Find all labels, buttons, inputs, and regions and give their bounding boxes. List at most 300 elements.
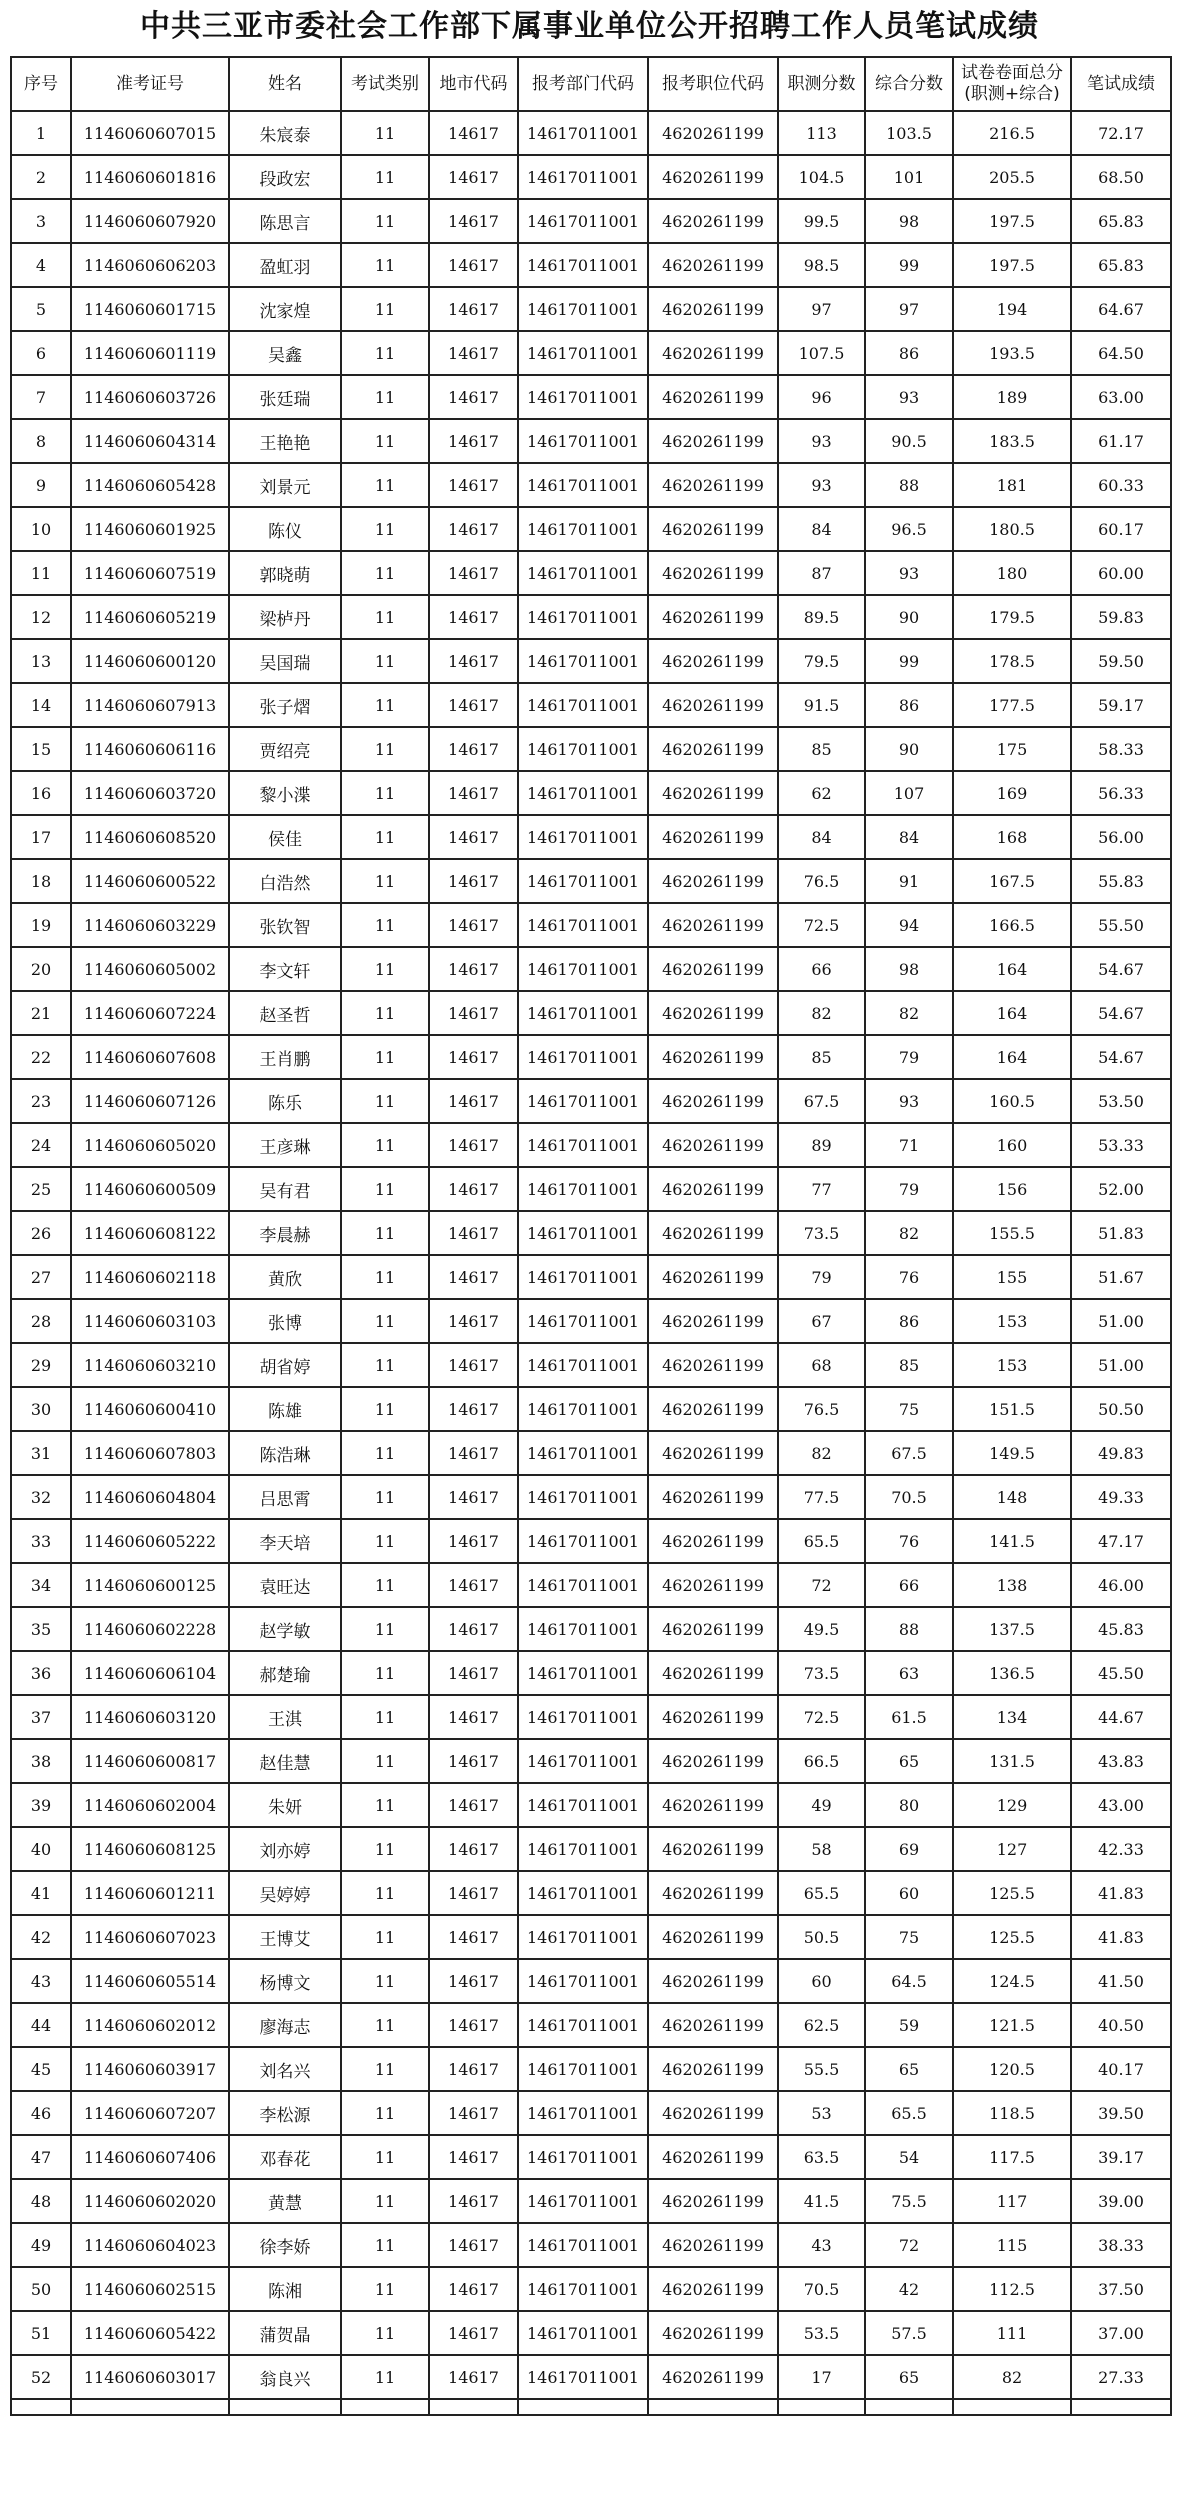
cell-name: 李文轩 bbox=[229, 947, 341, 991]
cell-name: 胡省婷 bbox=[229, 1343, 341, 1387]
cell-aptitude-score: 63.5 bbox=[778, 2135, 865, 2179]
cell-empty bbox=[518, 2399, 648, 2415]
cell-position-code: 4620261199 bbox=[648, 1475, 778, 1519]
cell-written-score: 68.50 bbox=[1071, 155, 1171, 199]
cell-position-code: 4620261199 bbox=[648, 1431, 778, 1475]
cell-name: 张廷瑞 bbox=[229, 375, 341, 419]
cell-aptitude-score: 65.5 bbox=[778, 1871, 865, 1915]
cell-city-code: 14617 bbox=[429, 2311, 518, 2355]
cell-name: 张子熠 bbox=[229, 683, 341, 727]
cell-city-code: 14617 bbox=[429, 155, 518, 199]
cell-exam-id: 1146060600522 bbox=[71, 859, 229, 903]
cell-city-code: 14617 bbox=[429, 507, 518, 551]
cell-aptitude-score: 72 bbox=[778, 1563, 865, 1607]
cell-empty bbox=[778, 2399, 865, 2415]
cell-dept-code: 14617011001 bbox=[518, 243, 648, 287]
cell-name: 赵学敏 bbox=[229, 1607, 341, 1651]
cell-general-score: 88 bbox=[865, 463, 953, 507]
cell-exam-type: 11 bbox=[341, 1299, 429, 1343]
cell-aptitude-score: 107.5 bbox=[778, 331, 865, 375]
cell-position-code: 4620261199 bbox=[648, 1739, 778, 1783]
cell-written-score: 60.33 bbox=[1071, 463, 1171, 507]
cell-seq: 27 bbox=[11, 1255, 71, 1299]
cell-exam-type: 11 bbox=[341, 903, 429, 947]
cell-written-score: 53.50 bbox=[1071, 1079, 1171, 1123]
cell-position-code: 4620261199 bbox=[648, 287, 778, 331]
cell-position-code: 4620261199 bbox=[648, 2003, 778, 2047]
cell-exam-id: 1146060604023 bbox=[71, 2223, 229, 2267]
cell-general-score: 103.5 bbox=[865, 111, 953, 155]
cell-city-code: 14617 bbox=[429, 639, 518, 683]
cell-exam-type: 11 bbox=[341, 1783, 429, 1827]
cell-aptitude-score: 43 bbox=[778, 2223, 865, 2267]
header-row bbox=[11, 57, 1171, 111]
cell-total-score: 197.5 bbox=[953, 243, 1071, 287]
cell-written-score: 40.17 bbox=[1071, 2047, 1171, 2091]
cell-exam-type: 11 bbox=[341, 2179, 429, 2223]
cell-exam-id: 1146060603210 bbox=[71, 1343, 229, 1387]
header-seq: 序号 bbox=[11, 57, 71, 111]
cell-empty bbox=[648, 2399, 778, 2415]
cell-name: 梁栌丹 bbox=[229, 595, 341, 639]
cell-total-score: 216.5 bbox=[953, 111, 1071, 155]
cell-seq: 52 bbox=[11, 2355, 71, 2399]
cell-position-code: 4620261199 bbox=[648, 2223, 778, 2267]
header-total-score-line1: 试卷卷面总分 bbox=[961, 63, 1063, 83]
cell-total-score: 180.5 bbox=[953, 507, 1071, 551]
cell-dept-code: 14617011001 bbox=[518, 2091, 648, 2135]
cell-city-code: 14617 bbox=[429, 1079, 518, 1123]
cell-written-score: 54.67 bbox=[1071, 991, 1171, 1035]
cell-written-score: 39.50 bbox=[1071, 2091, 1171, 2135]
table-row bbox=[11, 2267, 1171, 2311]
cell-name: 白浩然 bbox=[229, 859, 341, 903]
cell-general-score: 65 bbox=[865, 2047, 953, 2091]
cell-exam-id: 1146060600410 bbox=[71, 1387, 229, 1431]
cell-seq: 32 bbox=[11, 1475, 71, 1519]
cell-seq: 34 bbox=[11, 1563, 71, 1607]
cell-seq: 22 bbox=[11, 1035, 71, 1079]
header-total-score-line2: (职测+综合) bbox=[964, 84, 1060, 104]
cell-written-score: 55.83 bbox=[1071, 859, 1171, 903]
cell-dept-code: 14617011001 bbox=[518, 111, 648, 155]
cell-total-score: 117 bbox=[953, 2179, 1071, 2223]
cell-dept-code: 14617011001 bbox=[518, 771, 648, 815]
score-table bbox=[10, 56, 1172, 2416]
table-row bbox=[11, 419, 1171, 463]
cell-exam-type: 11 bbox=[341, 331, 429, 375]
cell-position-code: 4620261199 bbox=[648, 155, 778, 199]
cell-written-score: 42.33 bbox=[1071, 1827, 1171, 1871]
cell-position-code: 4620261199 bbox=[648, 595, 778, 639]
cell-dept-code: 14617011001 bbox=[518, 815, 648, 859]
cell-aptitude-score: 84 bbox=[778, 507, 865, 551]
cell-general-score: 42 bbox=[865, 2267, 953, 2311]
cell-city-code: 14617 bbox=[429, 1783, 518, 1827]
cell-written-score: 65.83 bbox=[1071, 199, 1171, 243]
cell-exam-id: 1146060601211 bbox=[71, 1871, 229, 1915]
header-name: 姓名 bbox=[229, 57, 341, 111]
cell-dept-code: 14617011001 bbox=[518, 1431, 648, 1475]
cell-position-code: 4620261199 bbox=[648, 2047, 778, 2091]
cell-general-score: 99 bbox=[865, 639, 953, 683]
cell-aptitude-score: 49 bbox=[778, 1783, 865, 1827]
cell-dept-code: 14617011001 bbox=[518, 331, 648, 375]
cell-name: 刘景元 bbox=[229, 463, 341, 507]
cell-exam-type: 11 bbox=[341, 1651, 429, 1695]
cell-city-code: 14617 bbox=[429, 463, 518, 507]
table-row bbox=[11, 155, 1171, 199]
cell-total-score: 169 bbox=[953, 771, 1071, 815]
table-row bbox=[11, 1827, 1171, 1871]
table-row bbox=[11, 2355, 1171, 2399]
cell-dept-code: 14617011001 bbox=[518, 1255, 648, 1299]
cell-seq: 13 bbox=[11, 639, 71, 683]
cell-dept-code: 14617011001 bbox=[518, 155, 648, 199]
cell-aptitude-score: 60 bbox=[778, 1959, 865, 2003]
cell-name: 翁良兴 bbox=[229, 2355, 341, 2399]
cell-dept-code: 14617011001 bbox=[518, 1123, 648, 1167]
cell-position-code: 4620261199 bbox=[648, 1255, 778, 1299]
cell-position-code: 4620261199 bbox=[648, 463, 778, 507]
cell-name: 赵佳慧 bbox=[229, 1739, 341, 1783]
cell-empty bbox=[865, 2399, 953, 2415]
cell-city-code: 14617 bbox=[429, 2047, 518, 2091]
cell-aptitude-score: 96 bbox=[778, 375, 865, 419]
cell-aptitude-score: 93 bbox=[778, 419, 865, 463]
cell-aptitude-score: 93 bbox=[778, 463, 865, 507]
cell-city-code: 14617 bbox=[429, 2179, 518, 2223]
cell-general-score: 64.5 bbox=[865, 1959, 953, 2003]
cell-exam-type: 11 bbox=[341, 2267, 429, 2311]
cell-general-score: 65 bbox=[865, 2355, 953, 2399]
cell-city-code: 14617 bbox=[429, 199, 518, 243]
cell-exam-type: 11 bbox=[341, 1035, 429, 1079]
cell-aptitude-score: 77 bbox=[778, 1167, 865, 1211]
cell-total-score: 160 bbox=[953, 1123, 1071, 1167]
cell-aptitude-score: 68 bbox=[778, 1343, 865, 1387]
cell-name: 杨博文 bbox=[229, 1959, 341, 2003]
cell-name: 王彦琳 bbox=[229, 1123, 341, 1167]
header-position-code: 报考职位代码 bbox=[648, 57, 778, 111]
cell-written-score: 39.00 bbox=[1071, 2179, 1171, 2223]
cell-exam-type: 11 bbox=[341, 1211, 429, 1255]
cell-aptitude-score: 76.5 bbox=[778, 1387, 865, 1431]
cell-seq: 3 bbox=[11, 199, 71, 243]
table-row bbox=[11, 463, 1171, 507]
cell-exam-type: 11 bbox=[341, 375, 429, 419]
table-row bbox=[11, 1695, 1171, 1739]
cell-position-code: 4620261199 bbox=[648, 1871, 778, 1915]
cell-seq: 1 bbox=[11, 111, 71, 155]
cell-position-code: 4620261199 bbox=[648, 1035, 778, 1079]
cell-exam-type: 11 bbox=[341, 507, 429, 551]
table-row bbox=[11, 639, 1171, 683]
cell-exam-id: 1146060605422 bbox=[71, 2311, 229, 2355]
cell-aptitude-score: 50.5 bbox=[778, 1915, 865, 1959]
cell-dept-code: 14617011001 bbox=[518, 1695, 648, 1739]
cell-exam-id: 1146060605002 bbox=[71, 947, 229, 991]
cell-exam-id: 1146060606203 bbox=[71, 243, 229, 287]
cell-exam-type: 11 bbox=[341, 243, 429, 287]
table-row bbox=[11, 1739, 1171, 1783]
header-aptitude-score: 职测分数 bbox=[778, 57, 865, 111]
cell-dept-code: 14617011001 bbox=[518, 1651, 648, 1695]
cell-dept-code: 14617011001 bbox=[518, 727, 648, 771]
cell-dept-code: 14617011001 bbox=[518, 2223, 648, 2267]
cell-general-score: 91 bbox=[865, 859, 953, 903]
table-row bbox=[11, 859, 1171, 903]
cell-aptitude-score: 41.5 bbox=[778, 2179, 865, 2223]
cell-dept-code: 14617011001 bbox=[518, 507, 648, 551]
table-row bbox=[11, 1475, 1171, 1519]
cell-seq: 17 bbox=[11, 815, 71, 859]
cell-exam-id: 1146060605514 bbox=[71, 1959, 229, 2003]
cell-seq: 7 bbox=[11, 375, 71, 419]
cell-name: 黎小渫 bbox=[229, 771, 341, 815]
cell-city-code: 14617 bbox=[429, 947, 518, 991]
cell-position-code: 4620261199 bbox=[648, 507, 778, 551]
cell-position-code: 4620261199 bbox=[648, 727, 778, 771]
cell-aptitude-score: 66.5 bbox=[778, 1739, 865, 1783]
cell-name: 王艳艳 bbox=[229, 419, 341, 463]
cell-exam-type: 11 bbox=[341, 199, 429, 243]
cell-total-score: 164 bbox=[953, 1035, 1071, 1079]
cell-exam-type: 11 bbox=[341, 1827, 429, 1871]
cell-aptitude-score: 113 bbox=[778, 111, 865, 155]
table-row bbox=[11, 991, 1171, 1035]
cell-position-code: 4620261199 bbox=[648, 1915, 778, 1959]
cell-general-score: 90.5 bbox=[865, 419, 953, 463]
header-exam-id: 准考证号 bbox=[71, 57, 229, 111]
cell-general-score: 86 bbox=[865, 683, 953, 727]
cell-position-code: 4620261199 bbox=[648, 111, 778, 155]
cell-general-score: 107 bbox=[865, 771, 953, 815]
cell-empty bbox=[953, 2399, 1071, 2415]
cell-written-score: 41.83 bbox=[1071, 1915, 1171, 1959]
cell-total-score: 120.5 bbox=[953, 2047, 1071, 2091]
table-row bbox=[11, 2047, 1171, 2091]
cell-general-score: 79 bbox=[865, 1167, 953, 1211]
cell-dept-code: 14617011001 bbox=[518, 1343, 648, 1387]
table-row bbox=[11, 1255, 1171, 1299]
cell-empty bbox=[229, 2399, 341, 2415]
cell-written-score: 72.17 bbox=[1071, 111, 1171, 155]
cell-name: 赵圣哲 bbox=[229, 991, 341, 1035]
cell-seq: 48 bbox=[11, 2179, 71, 2223]
cell-exam-id: 1146060603917 bbox=[71, 2047, 229, 2091]
cell-dept-code: 14617011001 bbox=[518, 199, 648, 243]
table-row bbox=[11, 2223, 1171, 2267]
cell-aptitude-score: 79 bbox=[778, 1255, 865, 1299]
cell-dept-code: 14617011001 bbox=[518, 683, 648, 727]
cell-city-code: 14617 bbox=[429, 1255, 518, 1299]
cell-general-score: 97 bbox=[865, 287, 953, 331]
cell-exam-id: 1146060608125 bbox=[71, 1827, 229, 1871]
cell-total-score: 125.5 bbox=[953, 1915, 1071, 1959]
cell-aptitude-score: 53 bbox=[778, 2091, 865, 2135]
cell-dept-code: 14617011001 bbox=[518, 1167, 648, 1211]
cell-exam-id: 1146060607920 bbox=[71, 199, 229, 243]
table-row bbox=[11, 1431, 1171, 1475]
cell-general-score: 65 bbox=[865, 1739, 953, 1783]
cell-exam-type: 11 bbox=[341, 947, 429, 991]
cell-seq: 2 bbox=[11, 155, 71, 199]
cell-seq: 30 bbox=[11, 1387, 71, 1431]
cell-city-code: 14617 bbox=[429, 1167, 518, 1211]
table-row bbox=[11, 595, 1171, 639]
cell-exam-id: 1146060601925 bbox=[71, 507, 229, 551]
cell-seq: 43 bbox=[11, 1959, 71, 2003]
cell-city-code: 14617 bbox=[429, 859, 518, 903]
cell-name: 黄欣 bbox=[229, 1255, 341, 1299]
cell-general-score: 88 bbox=[865, 1607, 953, 1651]
cell-position-code: 4620261199 bbox=[648, 419, 778, 463]
cell-total-score: 136.5 bbox=[953, 1651, 1071, 1695]
table-row bbox=[11, 1563, 1171, 1607]
cell-exam-type: 11 bbox=[341, 2003, 429, 2047]
table-row bbox=[11, 375, 1171, 419]
header-dept-code: 报考部门代码 bbox=[518, 57, 648, 111]
cell-aptitude-score: 77.5 bbox=[778, 1475, 865, 1519]
cell-aptitude-score: 97 bbox=[778, 287, 865, 331]
cell-total-score: 138 bbox=[953, 1563, 1071, 1607]
table-row bbox=[11, 727, 1171, 771]
cell-city-code: 14617 bbox=[429, 551, 518, 595]
cell-city-code: 14617 bbox=[429, 2091, 518, 2135]
cell-exam-type: 11 bbox=[341, 1959, 429, 2003]
cell-position-code: 4620261199 bbox=[648, 1783, 778, 1827]
cell-exam-type: 11 bbox=[341, 2223, 429, 2267]
cell-total-score: 111 bbox=[953, 2311, 1071, 2355]
cell-exam-id: 1146060605428 bbox=[71, 463, 229, 507]
cell-aptitude-score: 53.5 bbox=[778, 2311, 865, 2355]
cell-written-score: 64.67 bbox=[1071, 287, 1171, 331]
cell-seq: 42 bbox=[11, 1915, 71, 1959]
cell-general-score: 57.5 bbox=[865, 2311, 953, 2355]
cell-general-score: 101 bbox=[865, 155, 953, 199]
table-row bbox=[11, 1519, 1171, 1563]
cell-position-code: 4620261199 bbox=[648, 683, 778, 727]
cell-aptitude-score: 85 bbox=[778, 1035, 865, 1079]
cell-dept-code: 14617011001 bbox=[518, 551, 648, 595]
cell-exam-type: 11 bbox=[341, 551, 429, 595]
cell-general-score: 90 bbox=[865, 727, 953, 771]
cell-seq: 38 bbox=[11, 1739, 71, 1783]
table-row bbox=[11, 551, 1171, 595]
cell-seq: 18 bbox=[11, 859, 71, 903]
cell-exam-type: 11 bbox=[341, 2091, 429, 2135]
cell-seq: 33 bbox=[11, 1519, 71, 1563]
cell-written-score: 56.33 bbox=[1071, 771, 1171, 815]
cell-exam-type: 11 bbox=[341, 2311, 429, 2355]
cell-exam-type: 11 bbox=[341, 683, 429, 727]
cell-seq: 36 bbox=[11, 1651, 71, 1695]
cell-written-score: 38.33 bbox=[1071, 2223, 1171, 2267]
cell-general-score: 69 bbox=[865, 1827, 953, 1871]
cell-dept-code: 14617011001 bbox=[518, 2267, 648, 2311]
cell-written-score: 51.00 bbox=[1071, 1299, 1171, 1343]
cell-seq: 5 bbox=[11, 287, 71, 331]
cell-aptitude-score: 89.5 bbox=[778, 595, 865, 639]
cell-written-score: 37.00 bbox=[1071, 2311, 1171, 2355]
cell-dept-code: 14617011001 bbox=[518, 1211, 648, 1255]
cell-written-score: 51.00 bbox=[1071, 1343, 1171, 1387]
cell-city-code: 14617 bbox=[429, 1035, 518, 1079]
cell-position-code: 4620261199 bbox=[648, 2267, 778, 2311]
cell-exam-id: 1146060604804 bbox=[71, 1475, 229, 1519]
cell-aptitude-score: 65.5 bbox=[778, 1519, 865, 1563]
table-row bbox=[11, 771, 1171, 815]
cell-total-score: 124.5 bbox=[953, 1959, 1071, 2003]
cell-city-code: 14617 bbox=[429, 2003, 518, 2047]
cell-general-score: 96.5 bbox=[865, 507, 953, 551]
cell-position-code: 4620261199 bbox=[648, 551, 778, 595]
cell-total-score: 121.5 bbox=[953, 2003, 1071, 2047]
cell-exam-id: 1146060607608 bbox=[71, 1035, 229, 1079]
cell-position-code: 4620261199 bbox=[648, 1211, 778, 1255]
header-total-score bbox=[953, 57, 1071, 111]
cell-name: 盈虹羽 bbox=[229, 243, 341, 287]
cell-general-score: 90 bbox=[865, 595, 953, 639]
cell-dept-code: 14617011001 bbox=[518, 1563, 648, 1607]
cell-city-code: 14617 bbox=[429, 2223, 518, 2267]
cell-aptitude-score: 82 bbox=[778, 991, 865, 1035]
table-row bbox=[11, 1871, 1171, 1915]
cell-general-score: 66 bbox=[865, 1563, 953, 1607]
cell-general-score: 99 bbox=[865, 243, 953, 287]
cell-seq: 29 bbox=[11, 1343, 71, 1387]
cell-city-code: 14617 bbox=[429, 1123, 518, 1167]
cell-exam-id: 1146060602012 bbox=[71, 2003, 229, 2047]
cell-seq: 20 bbox=[11, 947, 71, 991]
cell-general-score: 60 bbox=[865, 1871, 953, 1915]
cell-dept-code: 14617011001 bbox=[518, 991, 648, 1035]
cell-name: 蒲贺晶 bbox=[229, 2311, 341, 2355]
cell-name: 李松源 bbox=[229, 2091, 341, 2135]
cell-aptitude-score: 66 bbox=[778, 947, 865, 991]
cell-written-score: 56.00 bbox=[1071, 815, 1171, 859]
cell-position-code: 4620261199 bbox=[648, 903, 778, 947]
cell-general-score: 93 bbox=[865, 1079, 953, 1123]
cell-written-score: 45.83 bbox=[1071, 1607, 1171, 1651]
cell-total-score: 193.5 bbox=[953, 331, 1071, 375]
cell-city-code: 14617 bbox=[429, 2135, 518, 2179]
cell-exam-type: 11 bbox=[341, 2047, 429, 2091]
cell-name: 张博 bbox=[229, 1299, 341, 1343]
cell-aptitude-score: 72.5 bbox=[778, 903, 865, 947]
cell-dept-code: 14617011001 bbox=[518, 1959, 648, 2003]
cell-empty bbox=[11, 2399, 71, 2415]
cell-city-code: 14617 bbox=[429, 111, 518, 155]
cell-general-score: 82 bbox=[865, 1211, 953, 1255]
cell-exam-type: 11 bbox=[341, 859, 429, 903]
cell-written-score: 49.33 bbox=[1071, 1475, 1171, 1519]
cell-name: 王淇 bbox=[229, 1695, 341, 1739]
cell-total-score: 137.5 bbox=[953, 1607, 1071, 1651]
cell-aptitude-score: 87 bbox=[778, 551, 865, 595]
cell-dept-code: 14617011001 bbox=[518, 2355, 648, 2399]
cell-general-score: 86 bbox=[865, 1299, 953, 1343]
cell-written-score: 44.67 bbox=[1071, 1695, 1171, 1739]
cell-empty bbox=[1071, 2399, 1171, 2415]
cell-exam-type: 11 bbox=[341, 2355, 429, 2399]
cell-position-code: 4620261199 bbox=[648, 331, 778, 375]
cell-position-code: 4620261199 bbox=[648, 1079, 778, 1123]
cell-total-score: 205.5 bbox=[953, 155, 1071, 199]
cell-exam-id: 1146060603120 bbox=[71, 1695, 229, 1739]
cell-general-score: 61.5 bbox=[865, 1695, 953, 1739]
